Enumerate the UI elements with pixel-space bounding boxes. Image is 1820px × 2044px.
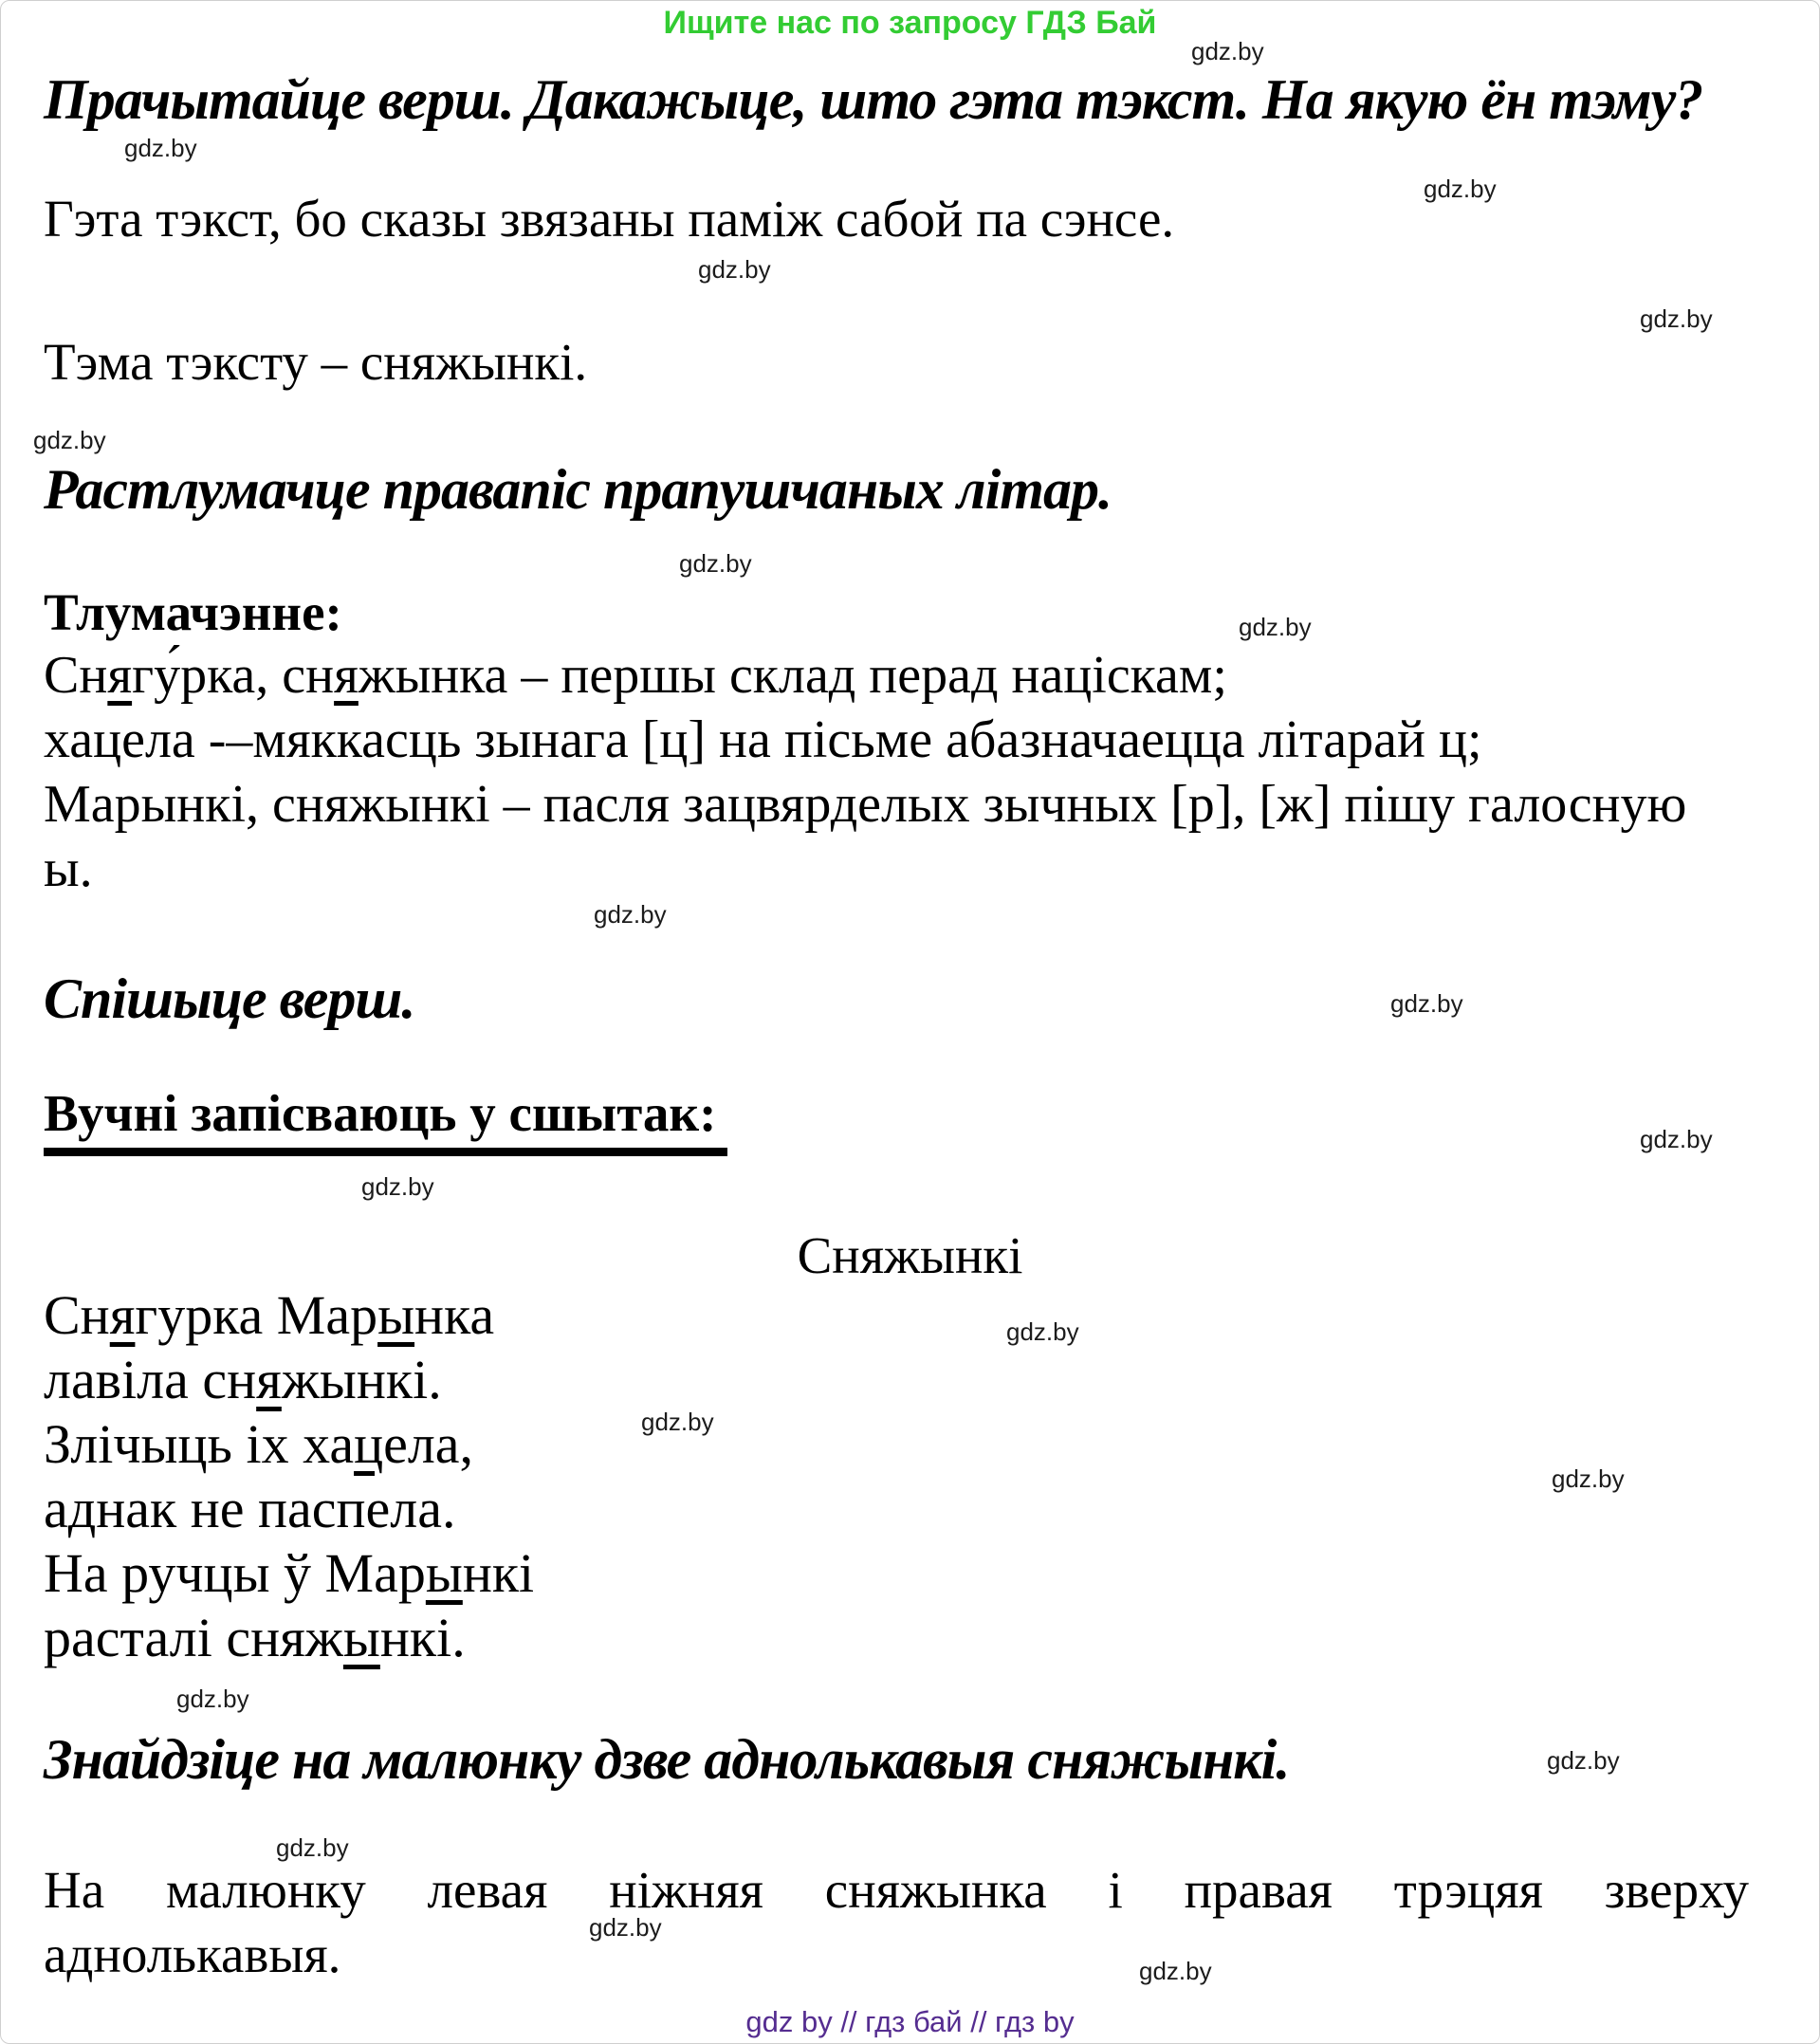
poem-line: Снягурка Марынка <box>44 1284 495 1346</box>
gdz-watermark: gdz.by <box>33 426 106 454</box>
answer-snowflakes-line1: На малюнку левая ніжняя сняжынка і правая трэцяя зверху <box>44 1861 1749 1919</box>
poem-line: аднак не паспела. <box>44 1478 456 1539</box>
gdz-watermark: gdz.by <box>679 549 752 578</box>
poem-line: Злічыць іх хацела, <box>44 1413 474 1475</box>
task-heading-explain-spelling: Растлумачце правапіс прапушчаных літар. <box>44 458 1112 521</box>
gdz-watermark: gdz.by <box>1390 989 1463 1018</box>
gdz-watermark: gdz.by <box>361 1172 434 1201</box>
gdz-watermark: gdz.by <box>1006 1317 1079 1346</box>
gdz-watermark: gdz.by <box>176 1685 249 1713</box>
gdz-watermark: gdz.by <box>276 1833 349 1862</box>
gdz-watermark: gdz.by <box>589 1913 662 1942</box>
poem-block <box>44 1283 534 1670</box>
explanation-line: ы. <box>44 839 93 898</box>
gdz-watermark: gdz.by <box>1139 1957 1212 1985</box>
gdz-watermark: gdz.by <box>1640 304 1713 333</box>
explanation-line: Марынкі, сняжынкі – пасля зацвярделых зычных [р], [ж] пішу галосную <box>44 775 1687 834</box>
gdz-watermark: gdz.by <box>1191 37 1264 65</box>
gdz-watermark: gdz.by <box>1547 1746 1620 1775</box>
answer-text-theme: Тэма тэксту – сняжынкі. <box>44 333 588 391</box>
gdz-watermark: gdz.by <box>1424 175 1497 203</box>
task-heading-find-snowflakes: Знайдзіце на малюнку дзве аднолькавыя сняжынкі. <box>44 1728 1290 1791</box>
notebook-subheading-wrap <box>44 1083 727 1156</box>
explanation-line: Снягу́рка, сняжынка – першы склад перад націскам; <box>44 646 1227 705</box>
notebook-subheading: Вучні запісваюць у сшытак: <box>44 1083 727 1156</box>
task-heading-read-verse: Прачытайце верш. Дакажыце, што гэта тэкст. На якую ён тэму? <box>44 68 1703 131</box>
gdz-watermark: gdz.by <box>1640 1125 1713 1153</box>
answer-text-proof: Гэта тэкст, бо сказы звязаны паміж сабой па сэнсе. <box>44 190 1175 248</box>
site-footer-brand: gdz by // гдз бай // гдз by <box>745 2005 1075 2038</box>
gdz-watermark: gdz.by <box>1552 1464 1625 1493</box>
poem-line: лавіла сняжынкі. <box>44 1349 442 1410</box>
explanation-title: Тлумачэнне: <box>44 583 342 641</box>
gdz-watermark: gdz.by <box>1239 613 1312 641</box>
gdz-watermark: gdz.by <box>698 255 771 284</box>
explanation-block <box>44 643 1686 901</box>
poem-title: Сняжынкі <box>797 1226 1023 1284</box>
answer-snowflakes-line2: аднолькавыя. <box>44 1925 341 1983</box>
gdz-watermark: gdz.by <box>124 134 197 162</box>
gdz-watermark: gdz.by <box>641 1408 714 1436</box>
gdz-watermark: gdz.by <box>594 900 667 929</box>
promo-banner: Ищите нас по запросу ГДЗ Бай <box>663 5 1157 41</box>
poem-line: расталі сняжынкі. <box>44 1607 466 1668</box>
explanation-line: хацела -–мяккасць зынага [ц] на пісьме абазначаецца літарай ц; <box>44 710 1482 769</box>
task-heading-copy-verse: Спішыце верш. <box>44 967 415 1030</box>
poem-line: На ручцы ў Марынкі <box>44 1542 535 1604</box>
